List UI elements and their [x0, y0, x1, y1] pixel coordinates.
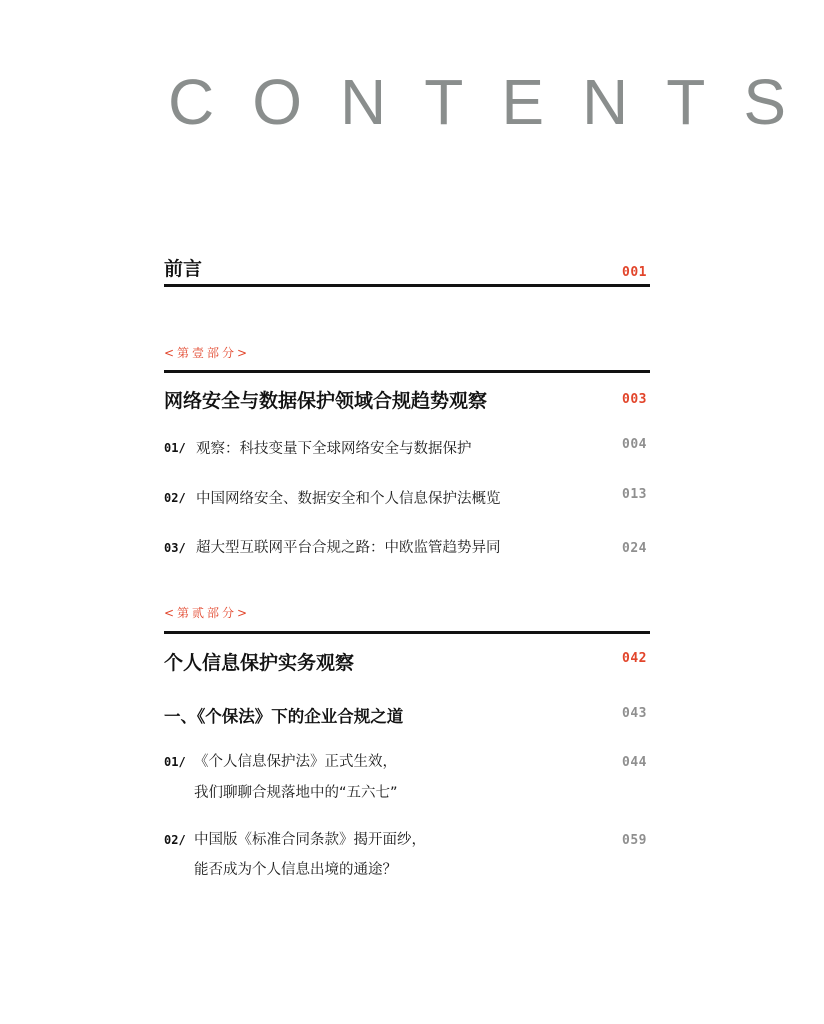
part1-entry-page: 024 — [622, 541, 647, 556]
part2-entry-title-line1[interactable]: 中国版《标准合同条款》揭开面纱， — [194, 832, 426, 848]
part1-entry-num: 03/ — [164, 541, 186, 555]
part1-entry-num: 02/ — [164, 491, 186, 505]
part2-subheading-page: 043 — [622, 706, 647, 721]
part1-rule — [164, 370, 650, 373]
part2-tag: <第贰部分> — [164, 606, 251, 620]
part2-entry-title-line1[interactable]: 《个人信息保护法》正式生效， — [194, 754, 397, 770]
contents-title: CONTENTS — [168, 66, 824, 138]
part2-subheading[interactable]: 一、《个保法》下的企业合规之道 — [164, 707, 404, 726]
preface-page: 001 — [622, 265, 647, 280]
part1-entry-title[interactable]: 观察：科技变量下全球网络安全与数据保护 — [196, 441, 472, 457]
part1-tag: <第壹部分> — [164, 346, 251, 360]
part2-entry-title-line2[interactable]: 我们聊聊合规落地中的“五六七” — [194, 785, 398, 801]
part2-entry-page: 044 — [622, 755, 647, 770]
part1-entry-page: 004 — [622, 437, 647, 452]
part1-entry-num: 01/ — [164, 441, 186, 455]
part1-entry-title[interactable]: 超大型互联网平台合规之路：中欧监管趋势异同 — [196, 540, 501, 556]
part2-heading[interactable]: 个人信息保护实务观察 — [164, 652, 355, 674]
part1-heading[interactable]: 网络安全与数据保护领域合规趋势观察 — [164, 390, 488, 412]
part2-rule — [164, 631, 650, 634]
part1-page: 003 — [622, 392, 647, 407]
part2-entry-page: 059 — [622, 833, 647, 848]
part2-entry-num: 01/ — [164, 755, 186, 769]
part1-entry-page: 013 — [622, 487, 647, 502]
part2-entry-title-line2[interactable]: 能否成为个人信息出境的通途？ — [194, 862, 397, 878]
preface-rule — [164, 284, 650, 287]
part2-page: 042 — [622, 651, 647, 666]
part2-entry-num: 02/ — [164, 833, 186, 847]
part1-entry-title[interactable]: 中国网络安全、数据安全和个人信息保护法概览 — [196, 491, 501, 507]
preface-label[interactable]: 前言 — [164, 258, 203, 280]
